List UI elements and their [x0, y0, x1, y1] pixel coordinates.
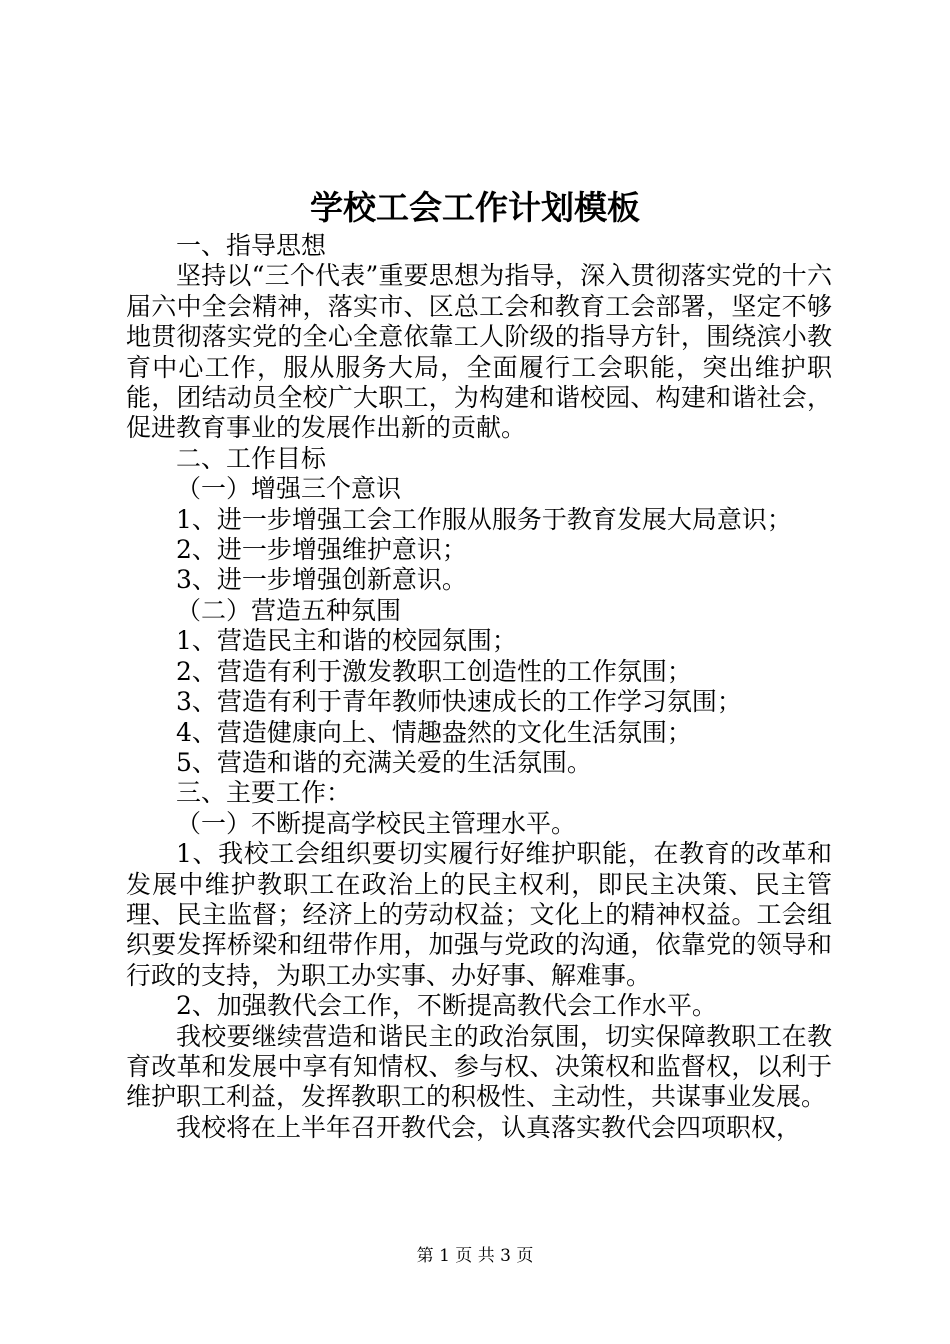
subsection-heading: （一）增强三个意识	[176, 474, 402, 504]
body-paragraph: 坚持以“三个代表”重要思想为指导，深入贯彻落实党的十六届六中全会精神，落实市、区总工会和教育工会部署，坚定不够地贯彻落实党的全心全意依靠工人阶级的指导方针，围绕滨小教育中心工作，服从服务大局，全面履行工会职能，突出维护职能，团结动员全校广大职工，为构建和谐校园、构建和谐社会，促进教育事业的发展作出新的贡献。	[126, 261, 832, 443]
page-number-footer: 第 1 页 共 3 页	[416, 1246, 534, 1266]
list-item: 2、营造有利于激发教职工创造性的工作氛围；	[176, 656, 692, 686]
list-item: 2、进一步增强维护意识；	[176, 535, 467, 565]
list-item: 2、加强教代会工作，不断提高教代会工作水平。	[176, 991, 717, 1021]
subsection-heading: （一）不断提高学校民主管理水平。	[176, 808, 577, 838]
section-heading: 一、指导思想	[176, 231, 327, 260]
list-item: 1、进一步增强工会工作服从服务于教育发展大局意识；	[176, 504, 792, 534]
list-item: 5、营造和谐的充满关爱的生活氛围。	[176, 747, 592, 777]
body-paragraph: 我校要继续营造和谐民主的政治氛围，切实保障教职工在教育改革和发展中享有知情权、参与权、决策权和监督权，以利于维护职工利益，发挥教职工的积极性、主动性，共谋事业发展。	[126, 1021, 832, 1112]
section-heading: 三、主要工作：	[176, 778, 352, 808]
document-title: 学校工会工作计划模板	[310, 188, 640, 227]
subsection-heading: （二）营造五种氛围	[176, 595, 402, 625]
body-paragraph: 我校将在上半年召开教代会，认真落实教代会四项职权，	[176, 1112, 802, 1142]
body-paragraph: 1、我校工会组织要切实履行好维护职能，在教育的改革和发展中维护教职工在政治上的民主权利，即民主决策、民主管理、民主监督；经济上的劳动权益；文化上的精神权益。工会组织要发挥桥梁和纽带作用，加强与党政的沟通，依靠党的领导和行政的支持，为职工办实事、办好事、解难事。	[126, 839, 832, 990]
section-heading: 二、工作目标	[176, 443, 327, 473]
list-item: 3、营造有利于青年教师快速成长的工作学习氛围；	[176, 687, 742, 717]
list-item: 3、进一步增强创新意识。	[176, 565, 467, 595]
list-item: 4、营造健康向上、情趣盎然的文化生活氛围；	[176, 717, 692, 747]
list-item: 1、营造民主和谐的校园氛围；	[176, 626, 517, 656]
document-body	[126, 231, 832, 1143]
